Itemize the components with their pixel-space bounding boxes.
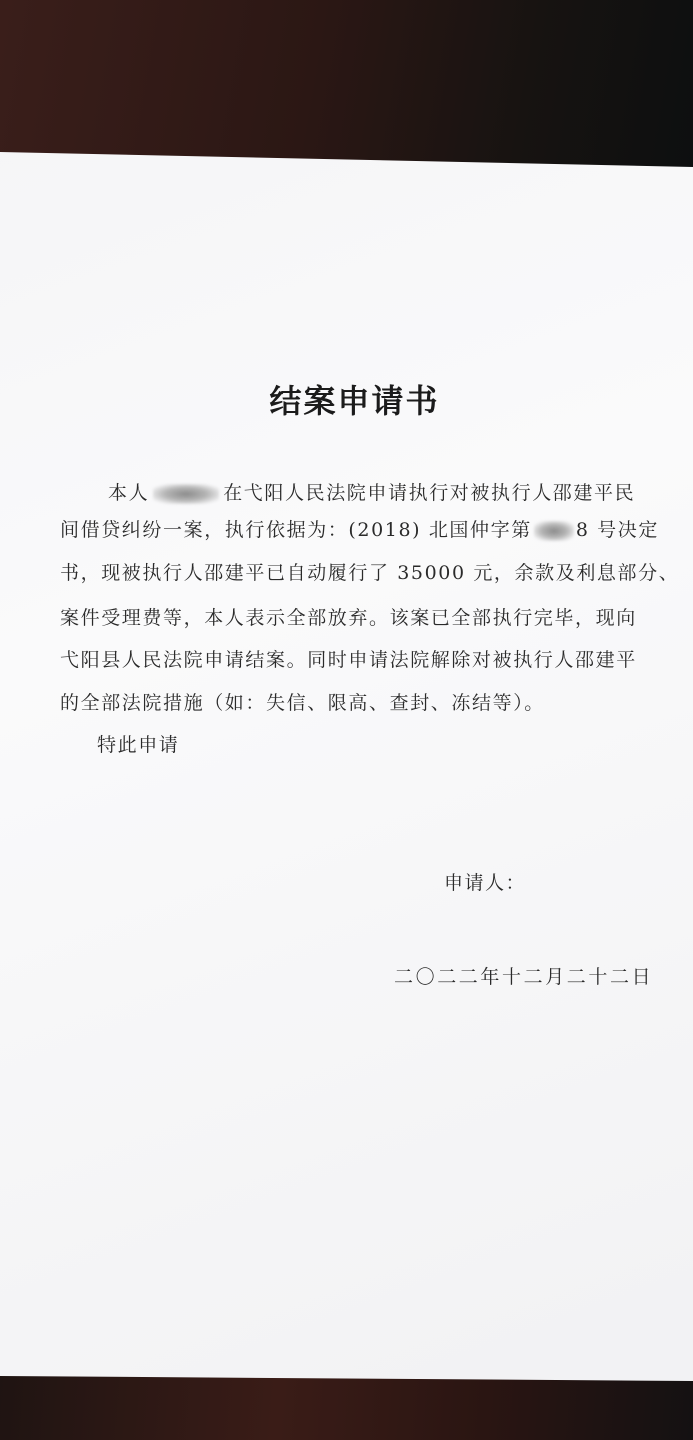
closing-phrase: 特此申请 [97,734,180,756]
line-2-text-after: 8 号决定 [575,519,659,541]
paragraph-line-2 [60,515,659,542]
paragraph-line-6: 的全部法院措施（如：失信、限高、查封、冻结等）。 [60,692,545,714]
signature-label: 申请人： [444,872,527,894]
paragraph-line-1 [108,478,635,505]
line-1-text-before: 本人 [108,482,150,504]
background-bottom [0,1370,693,1440]
line-2-text-before: 间借贷纠纷一案，执行依据为：(2018) 北国仲字第 [60,519,532,541]
paragraph-line-5: 弋阳县人民法院申请结案。同时申请法院解除对被执行人邵建平 [60,649,637,671]
background-top [0,0,693,170]
line-1-text-after: 在弋阳人民法院申请执行对被执行人邵建平民 [223,482,636,504]
redacted-name [153,484,219,504]
redacted-case-number [534,521,574,541]
document-date: 二〇二二年十二月二十二日 [394,966,654,988]
document-title: 结案申请书 [269,382,440,420]
paragraph-line-3: 书，现被执行人邵建平已自动履行了 35000 元，余款及利息部分、 [60,562,680,584]
paragraph-line-4: 案件受理费等，本人表示全部放弃。该案已全部执行完毕，现向 [60,607,637,629]
